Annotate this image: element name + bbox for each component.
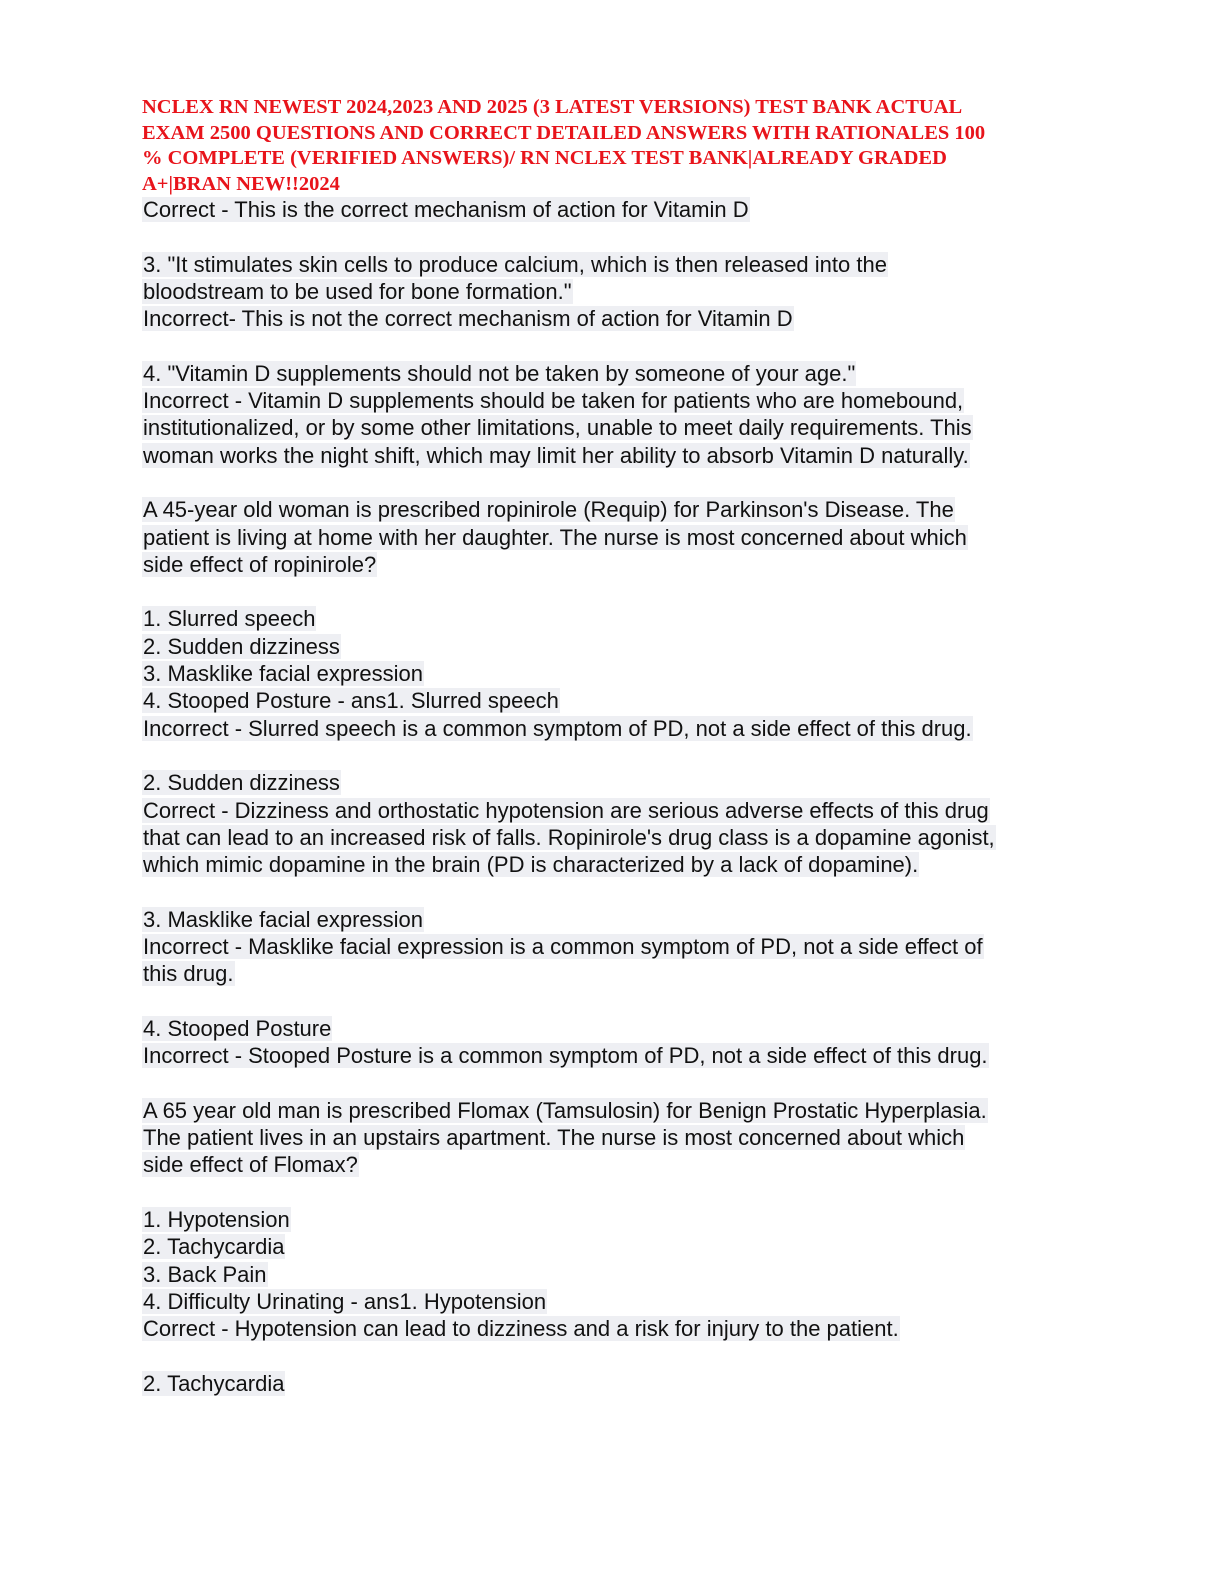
blank-line <box>142 1179 1082 1206</box>
text-line: 1. Slurred speech <box>143 606 316 632</box>
blank-line <box>142 1342 1082 1369</box>
text-line: Incorrect - Slurred speech is a common symptom of PD, not a side effect of this drug. <box>143 715 972 741</box>
blank-line <box>142 578 1082 605</box>
text-line: Correct - Hypotension can lead to dizziness and a risk for injury to the patient. <box>143 1316 899 1342</box>
text-line: that can lead to an increased risk of falls. Ropinirole's drug class is a dopamine agonist, <box>143 824 995 850</box>
blank-line <box>142 742 1082 769</box>
text-line: Incorrect - Masklike facial expression is a common symptom of PD, not a side effect of <box>143 934 983 960</box>
title-line: A+|BRAN NEW!!2024 <box>142 172 340 195</box>
title-line: NCLEX RN NEWEST 2024,2023 AND 2025 (3 LATEST VERSIONS) TEST BANK ACTUAL <box>142 96 963 118</box>
text-line: Incorrect - Stooped Posture is a common symptom of PD, not a side effect of this drug. <box>143 1043 988 1069</box>
blank-line <box>142 332 1082 359</box>
document-body <box>142 196 1082 1397</box>
blank-line <box>142 878 1082 905</box>
text-line: A 45-year old woman is prescribed ropinirole (Requip) for Parkinson's Disease. The <box>143 497 954 523</box>
text-line: 4. Stooped Posture <box>143 1015 332 1041</box>
text-line: Incorrect - Vitamin D supplements should be taken for patients who are homebound, <box>143 388 964 414</box>
title-line: % COMPLETE (VERIFIED ANSWERS)/ RN NCLEX TEST BANK|ALREADY GRADED <box>142 147 947 169</box>
text-line: this drug. <box>143 961 234 987</box>
blank-line <box>142 223 1082 250</box>
text-line: A 65 year old man is prescribed Flomax (Tamsulosin) for Benign Prostatic Hyperplasia. <box>143 1097 987 1123</box>
title-line: EXAM 2500 QUESTIONS AND CORRECT DETAILED ANSWERS WITH RATIONALES 100 <box>142 121 986 144</box>
text-line: 2. Sudden dizziness <box>143 633 340 659</box>
text-line: Correct - This is the correct mechanism of action for Vitamin D <box>143 197 749 222</box>
text-line: side effect of Flomax? <box>143 1152 358 1178</box>
blank-line <box>142 988 1082 1015</box>
text-line: Incorrect- This is not the correct mechanism of action for Vitamin D <box>143 306 793 332</box>
blank-line <box>142 469 1082 496</box>
text-line: institutionalized, or by some other limitations, unable to meet daily requirements. This <box>143 415 972 441</box>
text-line: bloodstream to be used for bone formation." <box>143 278 572 304</box>
text-line: 4. "Vitamin D supplements should not be taken by someone of your age." <box>143 360 856 386</box>
text-line: side effect of ropinirole? <box>143 551 377 577</box>
text-line: 4. Difficulty Urinating - ans1. Hypotension <box>143 1288 547 1314</box>
text-line: 3. Masklike facial expression <box>143 906 424 932</box>
text-line: which mimic dopamine in the brain (PD is characterized by a lack of dopamine). <box>143 852 919 878</box>
text-line: 3. Back Pain <box>143 1261 267 1287</box>
blank-line <box>142 1070 1082 1097</box>
text-line: woman works the night shift, which may limit her ability to absorb Vitamin D naturally. <box>143 442 969 468</box>
text-line: The patient lives in an upstairs apartment. The nurse is most concerned about which <box>143 1125 965 1151</box>
text-line: 2. Tachycardia <box>143 1370 285 1396</box>
text-line: 2. Sudden dizziness <box>143 770 340 796</box>
text-line: patient is living at home with her daughter. The nurse is most concerned about which <box>143 524 967 550</box>
text-line: 1. Hypotension <box>143 1206 290 1232</box>
text-line: 4. Stooped Posture - ans1. Slurred speech <box>143 688 559 714</box>
text-line: 3. Masklike facial expression <box>143 661 424 687</box>
text-line: Correct - Dizziness and orthostatic hypotension are serious adverse effects of this drug <box>143 797 989 823</box>
document-title <box>142 95 1082 197</box>
text-line: 2. Tachycardia <box>143 1234 285 1260</box>
text-line: 3. "It stimulates skin cells to produce calcium, which is then released into the <box>143 251 887 277</box>
